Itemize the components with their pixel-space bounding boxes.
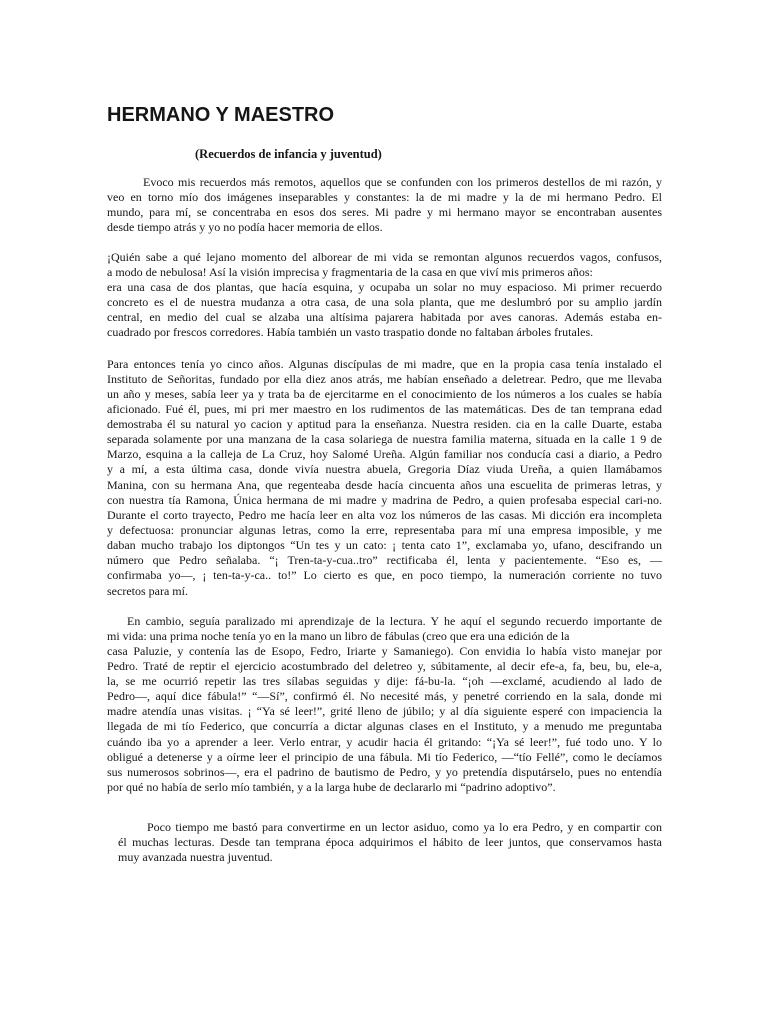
page-title: HERMANO Y MAESTRO [107, 104, 335, 126]
text-line: muy avanzada nuestra juventud. [118, 849, 273, 864]
text-line: aficionado. Fué él, pues, mi pri mer maestro en los rudimentos de las matemáticas. Des de tan temprana edad [107, 401, 662, 416]
text-line: Evoco mis recuerdos más remotos, aquellos que se confunden con los primeros destellos de mi razón, y [143, 174, 662, 189]
paragraph-3 [107, 357, 662, 599]
text-line: Pedro. Traté de reptir el ejercicio acostumbrado del deletreo y, súbitamente, al decir efe-a, fa, beu, bu, ele-a, [107, 658, 662, 673]
text-line: Marzo, esquina a la calleja de La Cruz, hoy Salomé Ureña. Algún familiar nos conducía casi a diario, a Pedro [107, 447, 662, 462]
text-line: demostraba él su natural yo cacion y aptitud para la enseñanza. Nuestra residen. cia en la calle Duarte, estaba [107, 417, 662, 432]
text-line: y defectuosa: pronunciar algunas letras, como la erre, representaba para mí una empresa imposible, y me [107, 523, 662, 538]
page-subtitle: (Recuerdos de infancia y juventud) [195, 147, 382, 161]
text-line: Pedro—, aquí dice fábula!” “—Sí”, confirmó él. No necesité más, y penetré corriendo en la sala, donde mi [107, 689, 662, 704]
text-line: sus numerosos sobrinos—, era el padrino de bautismo de Pedro, y yo pretendía disputárselo, pues no entendía [107, 764, 662, 779]
text-line: con nuestra tía Ramona, Única hermana de mi madre y madrina de Pedro, a quien profesaba especial cari-no. [107, 492, 662, 507]
text-line: Manina, con su hermana Ana, que regenteaba desde hacía cincuenta años una escuelita de primeras letras, y [107, 477, 662, 492]
paragraph-2 [107, 250, 662, 341]
text-line: secretos para mí. [107, 583, 188, 598]
text-line: mi vida: una prima noche tenía yo en la mano un libro de fábulas (creo que era una edición de la [107, 628, 570, 643]
text-line: obligué a detenerse y a oírme leer el principio de una fábula. Mi tío Federico, —“tío Fellé”, como le decíamos [107, 749, 662, 764]
text-line: número que Pedro señalaba. “¡ Tren-ta-y-cua..tro” rectificaba él, lenta y pacientemente. “Eso es, — [107, 553, 662, 568]
text-line: a modo de nebulosa! Así la visión imprecisa y fragmentaria de la casa en que viví mis primeros años: [107, 264, 593, 279]
text-line: concreto es el de nuestra mudanza a otra casa, de una sola planta, que me deslumbró por su amplio jardín [107, 294, 662, 309]
text-line: veo en torno mío dos imágenes inseparables y constantes: la de mi madre y la de mi hermano Pedro. El [107, 189, 662, 204]
text-line: desde tiempo atrás y yo no podía hacer memoria de ellos. [107, 219, 383, 234]
text-line: era una casa de dos plantas, que hacía esquina, y ocupaba un solar no muy espacioso. Mi primer recuerdo [107, 279, 662, 294]
text-line: madre atendía unas visitas. ¡ “Ya sé leer!”, grité lleno de júbilo; y al día siguiente esperé con impaciencia la [107, 704, 662, 719]
text-line: y a mí, a esta última casa, donde vivía nuestra abuela, Gregoria Díaz viuda Ureña, a quien llamábamos [107, 462, 662, 477]
text-line: un año y meses, sabía leer ya y trata ba de ejercitarme en el conocimiento de los números a los cuales se había [107, 386, 662, 401]
text-line: Durante el corto trayecto, Pedro me hacía leer en alta voz los números de las casas. Mi dicción era incompleta [107, 507, 662, 522]
text-line: mundo, para mí, se concentraba en esos dos seres. Mi padre y mi hermano mayor se encontraban ausentes [107, 204, 662, 219]
text-line: llegada de mi tío Federico, que concurría a dictar algunas clases en el Instituto, y a menudo me preguntaba [107, 719, 662, 734]
text-line: separada solamente por una manzana de la casa solariega de nuestra familia materna, situada en la calle 1 9 de [107, 432, 662, 447]
text-line: daban mucho trabajo los diptongos “Un tes y un cato: ¡ tenta cato 1”, exclamaba yo, ufano, descifrando un [107, 538, 662, 553]
text-line: por qué no había de serlo mío también, y a la larga hube de declararlo mi “padrino adoptivo”. [107, 780, 556, 795]
text-line: Instituto de Señoritas, fundado por ella diez anos atrás, me habían enseñado a deletrear. Pedro, que me llevaba [107, 371, 662, 386]
text-line: la, se me ocurrió repetir las tres sílabas seguidas y dije: fá-bu-la. “¡oh —exclamé, acudiendo al lado de [107, 674, 662, 689]
text-line: él muchas lecturas. Desde tan temprana época adquirimos el hábito de leer juntos, que conservamos hasta [118, 834, 662, 849]
paragraph-4 [107, 614, 662, 796]
paragraph-1 [107, 175, 662, 236]
text-line: central, en medio del cual se alzaba una altísima pajarera habitada por aves canoras. Además estaba en- [107, 310, 662, 325]
text-line: ¡Quién sabe a qué lejano momento del alborear de mi vida se remontan algunos recuerdos vagos, confusos, [107, 249, 662, 264]
text-line: confirmaba yo—, ¡ ten-ta-y-ca.. to!” Lo cierto es que, en poco tiempo, la numeración corriente no tuvo [107, 568, 662, 583]
text-line: casa Paluzie, y contenía las de Esopo, Fedro, Iriarte y Samaniego). Con envidia lo había visto manejar por [107, 643, 662, 658]
text-line: cuándo iba yo a aprender a leer. Verlo entrar, y acudir hacia él gritando: “¡Ya sé leer!”, fué todo uno. Y lo [107, 734, 662, 749]
text-line: En cambio, seguía paralizado mi aprendizaje de la lectura. Y he aquí el segundo recuerdo importante de [127, 613, 662, 628]
text-line: Poco tiempo me bastó para convertirme en un lector asiduo, como ya lo era Pedro, y en compartir con [147, 819, 662, 834]
text-line: Para entonces tenía yo cinco años. Algunas discípulas de mi madre, que en la propia casa tenía instalado el [107, 356, 662, 371]
paragraph-5 [107, 820, 662, 865]
text-line: cuadrado por frescos corredores. Había también un vasto traspatio donde no faltaban árboles frutales. [107, 325, 594, 340]
